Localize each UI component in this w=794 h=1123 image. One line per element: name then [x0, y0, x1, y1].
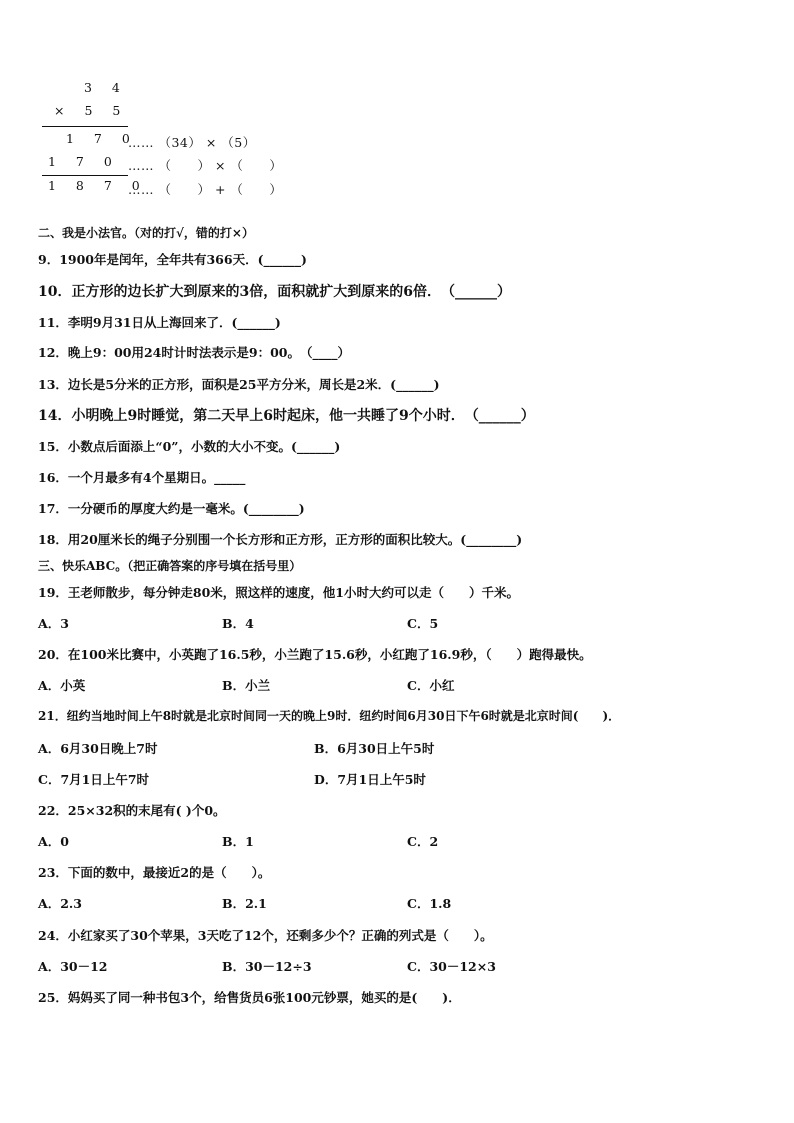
q19-option-c: C．5	[407, 616, 439, 631]
q21-option-d: D．7月1日上午5时	[314, 772, 426, 787]
section-3-title: 三、快乐ABC。（把正确答案的序号填在括号里）	[38, 559, 302, 573]
q20-option-c: C．小红	[407, 678, 455, 693]
calc-partial-1: 1 7 0	[66, 131, 138, 146]
calc-partial-2-note: …… （ ） × （ ）	[128, 158, 283, 173]
question-25: 25．妈妈买了同一种书包3个，给售货员6张100元钞票，她买的是( )．	[38, 990, 461, 1005]
q22-option-c: C．2	[407, 834, 439, 849]
q19-option-a: A．3	[38, 616, 69, 631]
question-14: 14．小明晚上9时睡觉，第二天早上6时起床，他一共睡了9个小时． （______）	[38, 408, 535, 424]
question-11: 11．李明9月31日从上海回来了．(______)	[38, 315, 281, 330]
question-10: 10．正方形的边长扩大到原来的3倍，面积就扩大到原来的6倍． （______）	[38, 284, 511, 300]
calc-rule-1	[42, 126, 128, 127]
q20-option-b: B．小兰	[222, 678, 271, 693]
q21-option-b: B．6月30日上午5时	[314, 741, 435, 756]
calc-product-note: …… （ ） + （ ）	[128, 182, 283, 197]
question-16: 16．一个月最多有4个星期日。_____	[38, 470, 246, 485]
q24-option-c: C．30－12×3	[407, 959, 496, 974]
q23-option-a: A．2.3	[38, 896, 82, 911]
q21-option-c: C．7月1日上午7时	[38, 772, 150, 787]
calc-product: 1 8 7 0	[48, 178, 148, 193]
calc-partial-1-note: …… （34） × （5）	[128, 135, 256, 150]
question-17: 17．一分硬币的厚度大约是一毫米。(________)	[38, 501, 305, 516]
question-9: 9．1900年是闰年，全年共有366天．(______)	[38, 252, 307, 267]
calc-rule-2	[42, 175, 128, 176]
calc-partial-2: 1 7 0	[48, 154, 120, 169]
q19-option-b: B．4	[222, 616, 254, 631]
q21-option-a: A．6月30日晚上7时	[38, 741, 158, 756]
question-15: 15．小数点后面添上“0”，小数的大小不变。(______)	[38, 439, 341, 454]
question-24: 24．小红家买了30个苹果，3天吃了12个，还剩多少个？正确的列式是（ ）。	[38, 928, 493, 943]
q24-option-b: B．30－12÷3	[222, 959, 312, 974]
section-2-title: 二、我是小法官。（对的打√，错的打×）	[38, 226, 254, 240]
question-23: 23．下面的数中，最接近2的是（ ）。	[38, 865, 271, 880]
q20-option-a: A．小英	[38, 678, 86, 693]
question-20: 20．在100米比赛中，小英跑了16.5秒，小兰跑了15.6秒，小红跑了16.9秒，（ ）跑得最快。	[38, 647, 592, 662]
question-19: 19．王老师散步，每分钟走80米，照这样的速度，他1小时大约可以走（ ）千米。	[38, 585, 519, 600]
q23-option-b: B．2.1	[222, 896, 267, 911]
calc-multiplier: × 5 5	[54, 103, 129, 118]
q22-option-b: B．1	[222, 834, 254, 849]
q22-option-a: A．0	[38, 834, 69, 849]
question-22: 22．25×32积的末尾有( )个0。	[38, 803, 226, 818]
q23-option-c: C．1.8	[407, 896, 452, 911]
calc-multiplicand: 3 4	[84, 80, 128, 95]
question-21: 21．纽约当地时间上午8时就是北京时间同一天的晚上9时．纽约时间6月30日下午6时就是北京时间( )．	[38, 709, 621, 723]
question-18: 18．用20厘米长的绳子分别围一个长方形和正方形，正方形的面积比较大。(________)	[38, 532, 523, 547]
question-12: 12．晚上9：00用24时计时法表示是9：00。 （____）	[38, 345, 350, 360]
question-13: 13．边长是5分米的正方形，面积是25平方分米，周长是2米．(______)	[38, 377, 440, 392]
q24-option-a: A．30－12	[38, 959, 108, 974]
